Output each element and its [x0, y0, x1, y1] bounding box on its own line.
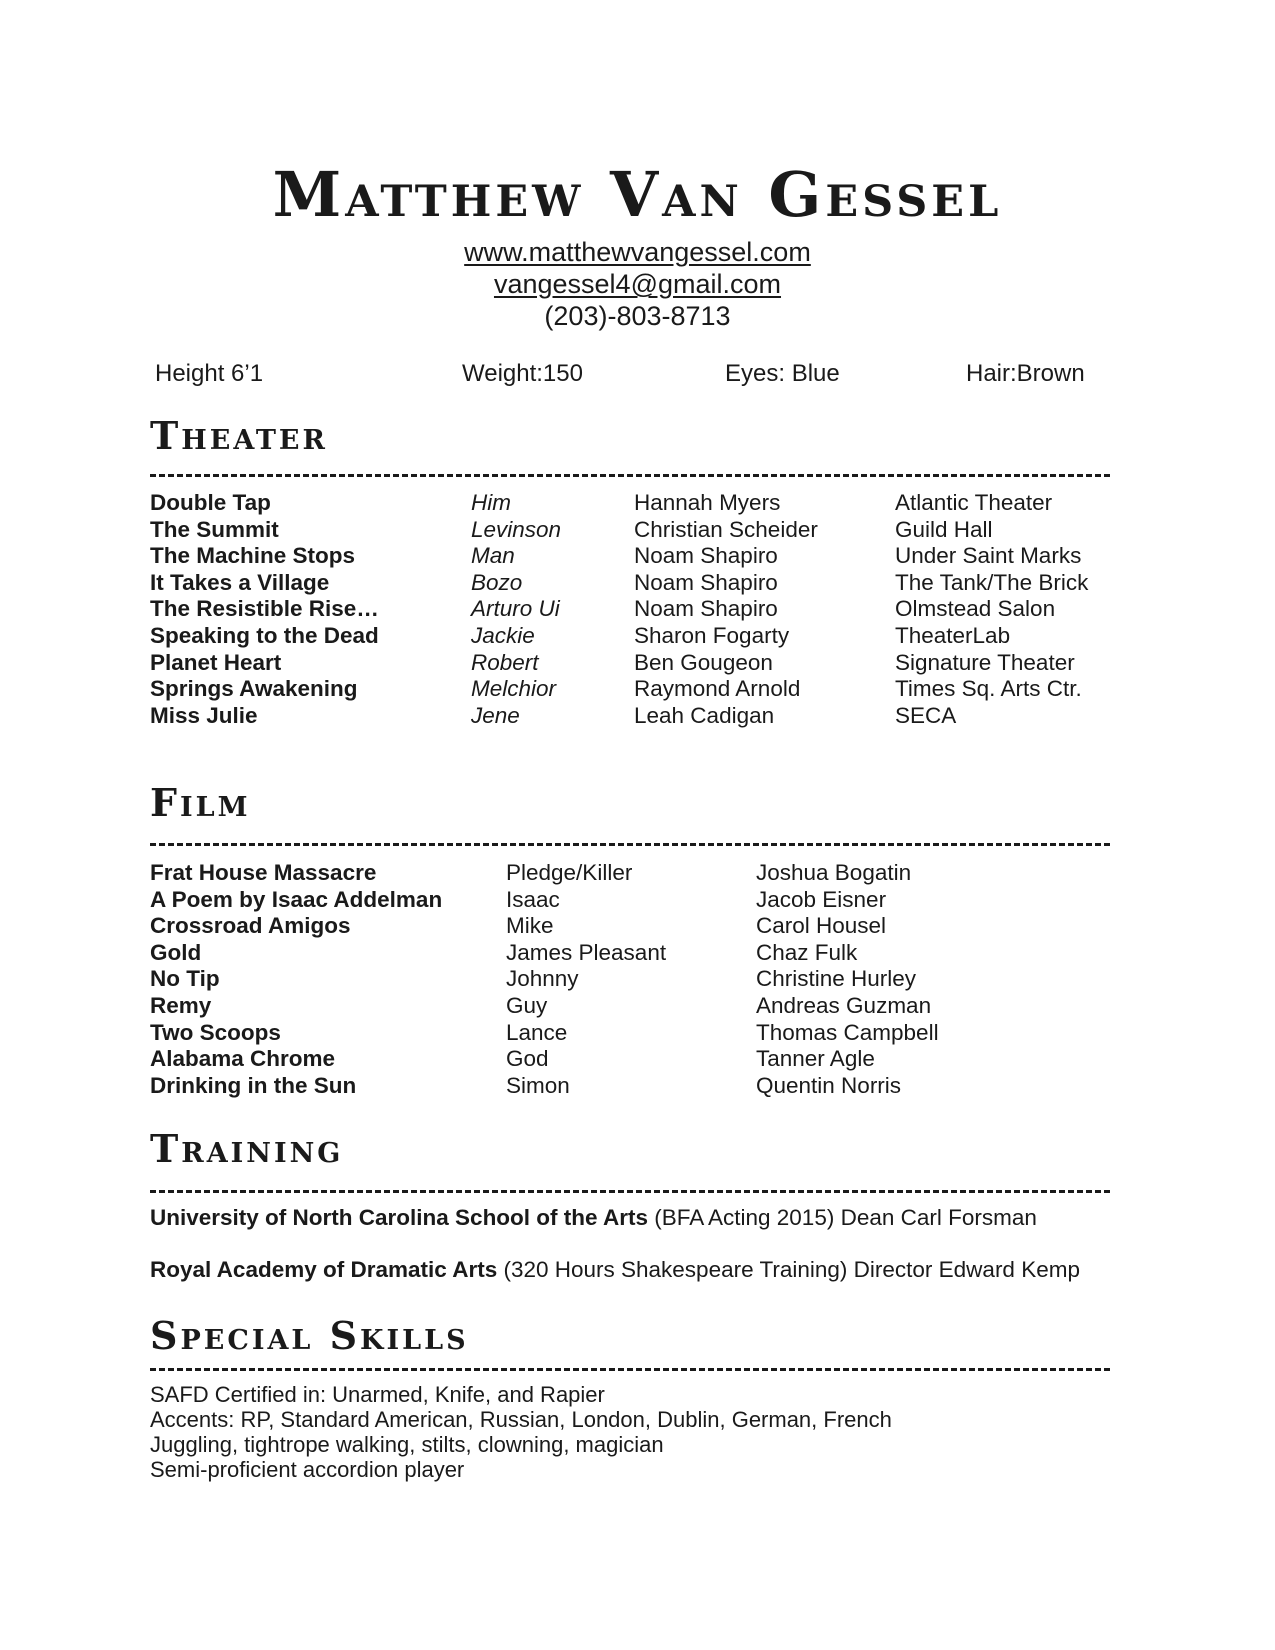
credit-role: Levinson: [471, 516, 562, 542]
credit-title: Crossroad Amigos: [150, 913, 351, 939]
credit-venue: The Tank/The Brick: [895, 569, 1089, 595]
credit-role: Lance: [506, 1019, 568, 1045]
credit-role: Bozo: [471, 569, 523, 595]
credit-venue: SECA: [895, 702, 957, 728]
credit-title: Miss Julie: [150, 702, 258, 728]
training-detail: (BFA Acting 2015) Dean Carl Forsman: [647, 1205, 1037, 1230]
credit-director: Hannah Myers: [634, 490, 781, 515]
credit-title: Gold: [150, 939, 202, 965]
credit-venue: Guild Hall: [895, 516, 993, 542]
theater-credit-row: [0, 595, 1275, 622]
credit-director: Noam Shapiro: [634, 596, 778, 622]
credit-venue: Atlantic Theater: [895, 490, 1053, 515]
training-school: Royal Academy of Dramatic Arts: [150, 1257, 498, 1282]
credit-title: A Poem by Isaac Addelman: [150, 886, 443, 912]
credit-role: Pledge/Killer: [506, 860, 633, 885]
credit-director: Christian Scheider: [634, 516, 818, 542]
credit-title: Alabama Chrome: [150, 1046, 336, 1072]
credit-director: Sharon Fogarty: [634, 623, 790, 648]
training-item: [150, 1256, 1130, 1284]
skill-item: Accents: RP, Standard American, Russian, London, Dublin, German, French: [150, 1407, 892, 1432]
film-credit-row: [0, 912, 1275, 939]
credit-title: The Resistible Rise…: [150, 596, 379, 622]
credit-role: Him: [471, 490, 511, 515]
film-credit-row: [0, 859, 1275, 886]
credit-role: Jackie: [471, 623, 535, 648]
training-item: [150, 1204, 1130, 1232]
film-credit-row: [0, 939, 1275, 966]
stat-height: Height 6’1: [155, 360, 264, 387]
credit-title: Speaking to the Dead: [150, 623, 379, 648]
theater-credit-row: [0, 702, 1275, 729]
film-credit-row: [0, 965, 1275, 992]
film-heading: Film: [150, 780, 251, 825]
credit-title: Double Tap: [150, 490, 271, 515]
credit-role: Johnny: [506, 966, 579, 992]
credit-director: Carol Housel: [756, 913, 887, 939]
credit-director: Christine Hurley: [756, 966, 917, 992]
skill-item: Juggling, tightrope walking, stilts, clowning, magician: [150, 1432, 664, 1457]
credit-title: It Takes a Village: [150, 569, 330, 595]
training-divider: [150, 1190, 1110, 1193]
credit-role: Robert: [471, 649, 539, 675]
credit-director: Joshua Bogatin: [756, 860, 912, 885]
training-school: University of North Carolina School of the Arts: [150, 1205, 648, 1230]
credit-role: Man: [471, 543, 515, 569]
credit-title: The Summit: [150, 516, 279, 542]
credit-venue: Signature Theater: [895, 649, 1075, 675]
theater-credit-row: [0, 489, 1275, 516]
credit-role: Isaac: [506, 886, 560, 912]
candidate-name: Matthew Van Gessel: [272, 158, 1003, 231]
phone-number: (203)-803-8713: [544, 301, 731, 331]
theater-credit-row: [0, 569, 1275, 596]
credit-role: Jene: [471, 702, 520, 728]
credit-title: Springs Awakening: [150, 676, 358, 702]
credit-director: Quentin Norris: [756, 1072, 902, 1098]
film-credit-row: [0, 992, 1275, 1019]
credit-role: Guy: [506, 993, 548, 1018]
credit-title: Frat House Massacre: [150, 860, 377, 885]
credit-venue: Olmstead Salon: [895, 596, 1056, 622]
credit-role: Mike: [506, 913, 554, 939]
credit-title: No Tip: [150, 966, 220, 992]
credit-director: Raymond Arnold: [634, 676, 801, 702]
training-detail: (320 Hours Shakespeare Training) Director Edward Kemp: [497, 1257, 1080, 1282]
stat-eyes: Eyes: Blue: [725, 360, 840, 387]
skill-item: Semi-proficient accordion player: [150, 1457, 465, 1482]
credit-director: Andreas Guzman: [756, 993, 932, 1018]
stat-hair: Hair:Brown: [966, 360, 1085, 387]
credit-title: Planet Heart: [150, 649, 282, 675]
credit-venue: Under Saint Marks: [895, 543, 1082, 569]
theater-credit-row: [0, 649, 1275, 676]
credit-director: Tanner Agle: [756, 1046, 875, 1072]
credit-title: Drinking in the Sun: [150, 1072, 357, 1098]
stat-weight: Weight:150: [462, 360, 583, 387]
credit-role: Simon: [506, 1072, 570, 1098]
credit-director: Noam Shapiro: [634, 543, 778, 569]
skill-item: SAFD Certified in: Unarmed, Knife, and Rapier: [150, 1382, 605, 1407]
email-link[interactable]: vangessel4@gmail.com: [493, 269, 782, 299]
theater-credit-row: [0, 675, 1275, 702]
credit-title: The Machine Stops: [150, 543, 356, 569]
credit-role: God: [506, 1046, 549, 1072]
credit-director: Chaz Fulk: [756, 939, 858, 965]
credit-director: Jacob Eisner: [756, 886, 887, 912]
credit-director: Noam Shapiro: [634, 569, 778, 595]
credit-director: Leah Cadigan: [634, 702, 775, 728]
credit-role: Arturo Ui: [471, 596, 560, 622]
skills-divider: [150, 1368, 1110, 1371]
theater-credit-row: [0, 622, 1275, 649]
skills-heading: Special Skills: [150, 1313, 469, 1358]
credit-venue: Times Sq. Arts Ctr.: [895, 676, 1082, 702]
theater-credit-row: [0, 516, 1275, 543]
credit-title: Two Scoops: [150, 1019, 281, 1045]
credit-role: Melchior: [471, 676, 557, 702]
training-heading: Training: [150, 1126, 344, 1171]
credit-director: Ben Gougeon: [634, 649, 773, 675]
film-credit-row: [0, 1019, 1275, 1046]
theater-heading: Theater: [150, 413, 328, 458]
film-divider: [150, 843, 1110, 846]
film-credit-row: [0, 1072, 1275, 1099]
website-link[interactable]: www.matthewvangessel.com: [464, 237, 811, 267]
theater-credit-row: [0, 542, 1275, 569]
film-credit-row: [0, 886, 1275, 913]
credit-role: James Pleasant: [506, 939, 667, 965]
theater-divider: [150, 474, 1110, 477]
credit-title: Remy: [150, 993, 212, 1018]
credit-venue: TheaterLab: [895, 623, 1011, 648]
credit-director: Thomas Campbell: [756, 1019, 939, 1045]
film-credit-row: [0, 1045, 1275, 1072]
